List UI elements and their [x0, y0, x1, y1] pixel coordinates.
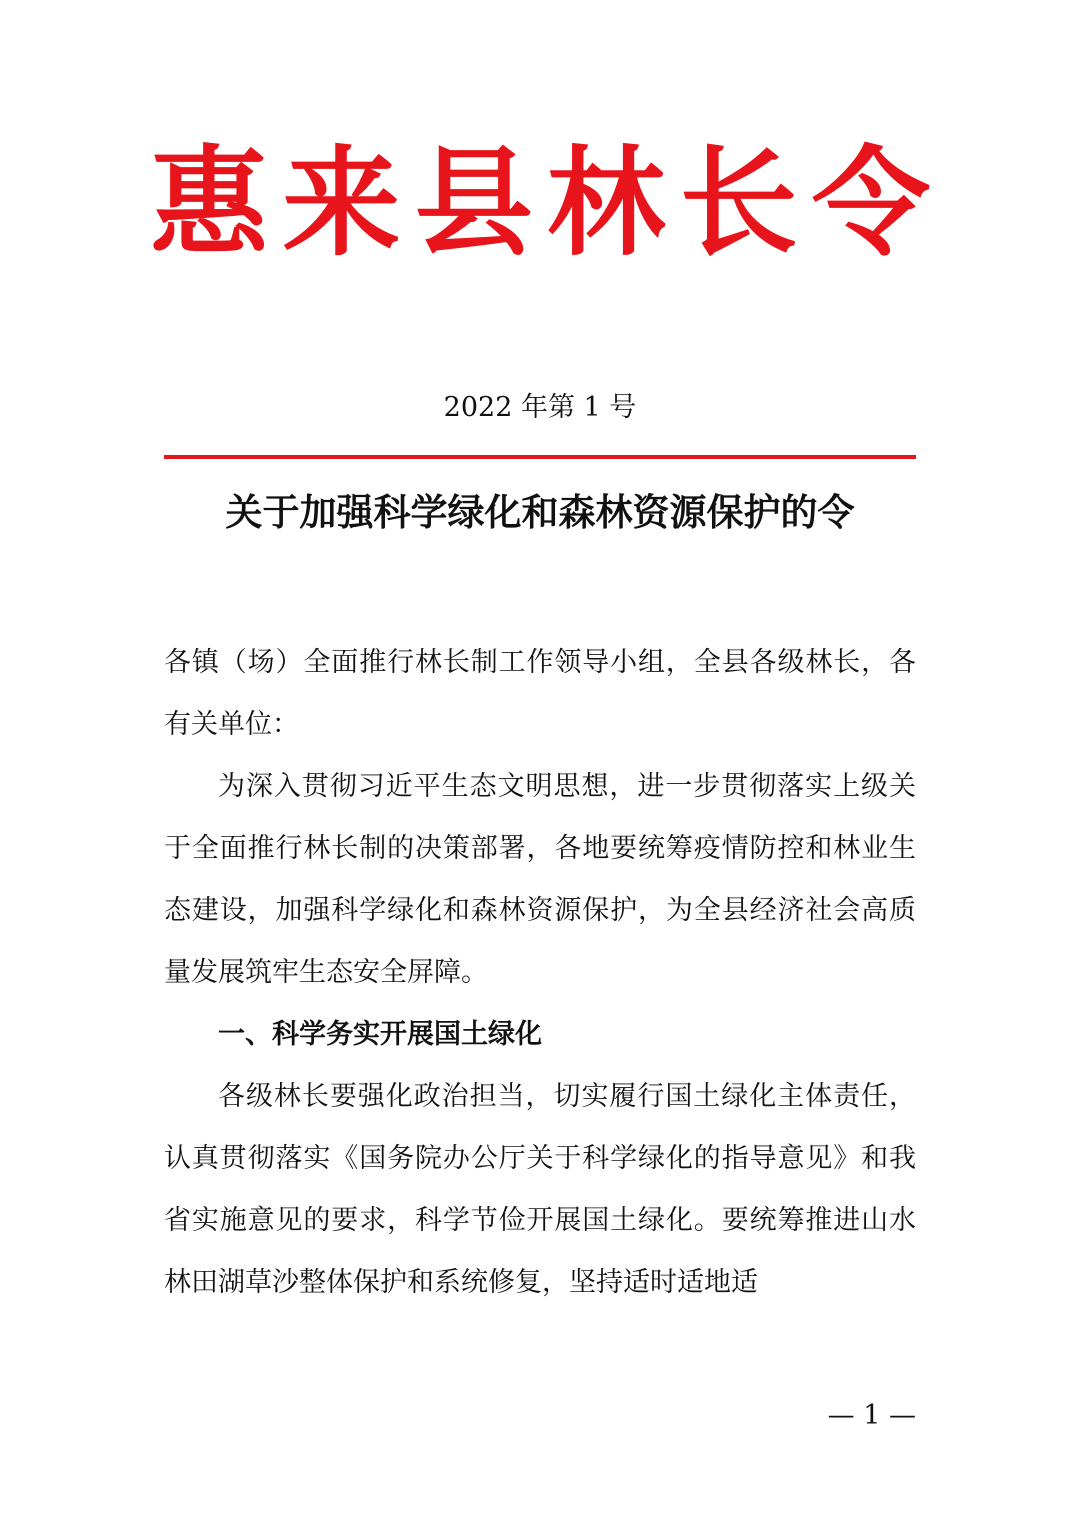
masthead-char: 令: [811, 134, 930, 272]
salutation: 各镇（场）全面推行林长制工作领导小组，全县各级林长，各有关单位：: [164, 647, 916, 740]
document-body: [164, 632, 916, 1314]
masthead-char: 县: [414, 134, 533, 272]
page-number: — 1 —: [827, 1400, 916, 1431]
red-divider: [164, 455, 916, 459]
section-paragraph: 各级林长要强化政治担当，切实履行国土绿化主体责任，认真贯彻落实《国务院办公厅关于科学绿化的指导意见》和我省实施意见的要求，科学节俭开展国土绿化。要统筹推进山水林田湖草沙整体保护和系统修复，坚持适时适地适: [164, 1081, 916, 1298]
masthead-char: 来: [282, 134, 401, 272]
masthead-char: 长: [679, 134, 798, 272]
section-heading: 一、科学务实开展国土绿化: [218, 1019, 542, 1050]
document-number: 2022 年第 1 号: [443, 392, 637, 423]
masthead-title: [150, 128, 930, 278]
body-paragraph: 为深入贯彻习近平生态文明思想，进一步贯彻落实上级关于全面推行林长制的决策部署，各地要统筹疫情防控和林业生态建设，加强科学绿化和森林资源保护，为全县经济社会高质量发展筑牢生态安全屏障。: [164, 771, 916, 988]
masthead-char: 林: [547, 134, 666, 272]
masthead-char: 惠: [150, 134, 269, 272]
document-title: 关于加强科学绿化和森林资源保护的令: [225, 490, 855, 534]
